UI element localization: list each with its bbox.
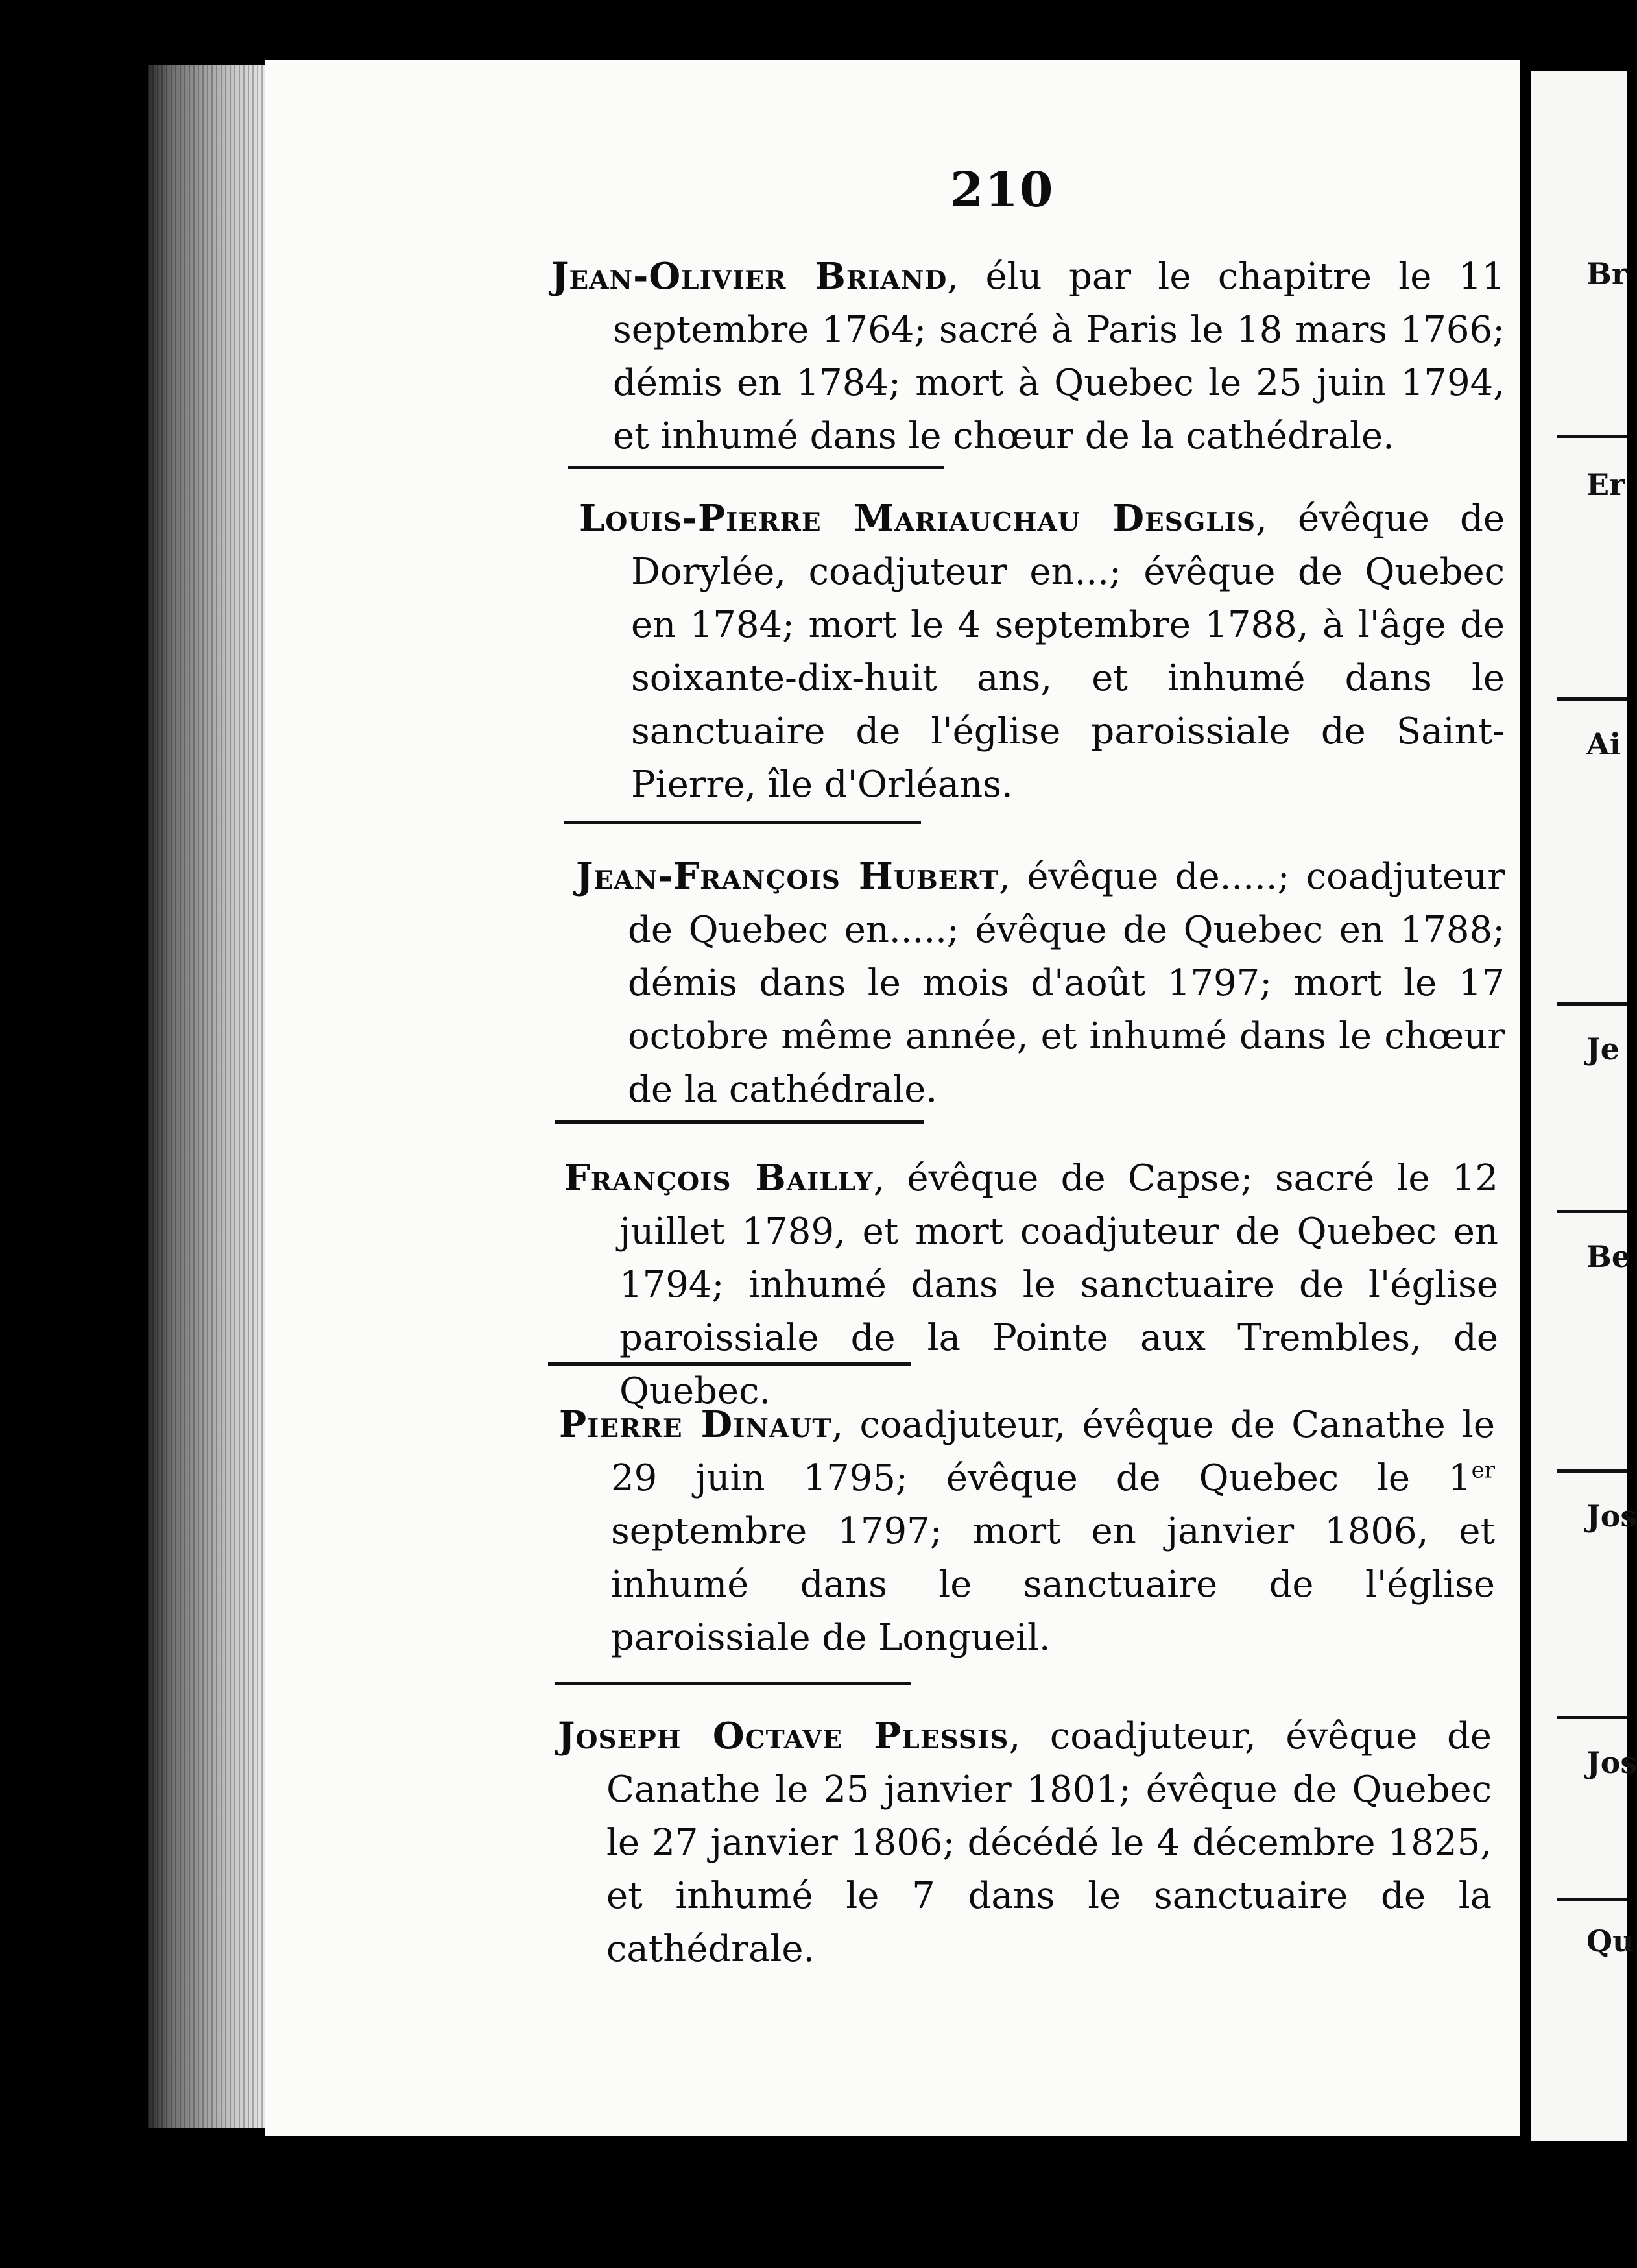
separator-rule (555, 1682, 911, 1685)
next-page-rule (1557, 1716, 1627, 1719)
next-page-rule (1557, 1469, 1627, 1473)
entry-text: , évêque de.....; coadjuteur de Quebec en.....; évêque de Quebec en 1788; démis dans le mois d'août 1797; mort le 17 octobre même année, et inhumé dans le chœur de la cathédrale. (628, 856, 1505, 1111)
separator-rule (564, 821, 921, 824)
entry-hubert (576, 850, 1505, 1116)
next-page-word: Jos (1586, 1499, 1637, 1534)
entry-name: François Bailly (564, 1157, 874, 1200)
entry-name: Jean-François Hubert (576, 855, 999, 898)
next-page-fragment (1531, 71, 1637, 2141)
entry-name: Joseph Octave Plessis (558, 1715, 1009, 1757)
separator-rule (568, 466, 944, 469)
next-page-word: Be (1586, 1239, 1631, 1274)
entry-text: , coadjuteur, évêque de Canathe le 25 janvier 1801; évêque de Quebec le 27 janvier 1806; décédé le 4 décembre 1825, et inhumé le 7 dans le sanctuaire de la cathédrale. (606, 1715, 1492, 1970)
entry-text-continued: septembre 1797; mort en janvier 1806, et inhumé dans le sanctuaire de l'église paroissiale de Longueil. (611, 1510, 1495, 1659)
next-page-rule (1557, 1210, 1627, 1213)
entry-bailly (564, 1152, 1498, 1418)
entry-name: Louis-Pierre Mariauchau Desglis (579, 497, 1256, 540)
next-page-word: Ai (1586, 727, 1621, 762)
next-page-word: Je (1586, 1031, 1620, 1067)
entry-text: , coadjuteur, évêque de Canathe le 29 juin 1795; évêque de Quebec le 1 (611, 1404, 1495, 1499)
next-page-rule (1557, 697, 1627, 701)
next-page-rule (1557, 435, 1627, 438)
entry-desglis (579, 492, 1505, 812)
separator-rule (548, 1362, 911, 1366)
next-page-word: Jos (1586, 1745, 1637, 1780)
superscript: er (1471, 1457, 1495, 1484)
entry-text: , évêque de Dorylée, coadjuteur en...; évêque de Quebec en 1784; mort le 4 septembre 1788, à l'âge de soixante-dix-huit ans, et inhumé dans le sanctuaire de l'église paroissiale de Saint-Pierre, île d'Orléans. (631, 498, 1505, 806)
entry-name: Pierre Dinaut (559, 1403, 832, 1446)
page-edges (148, 65, 265, 2128)
separator-rule (555, 1120, 924, 1124)
page-number: 210 (950, 162, 1055, 218)
next-page-word: Qu (1586, 1924, 1634, 1959)
entry-name: Jean-Olivier Briand (551, 255, 948, 298)
entry-text: , élu par le chapitre le 11 septembre 1764; sacré à Paris le 18 mars 1766; démis en 1784; mort à Quebec le 25 juin 1794, et inhumé dans le chœur de la cathédrale. (613, 256, 1505, 457)
entry-briand (551, 250, 1505, 463)
entry-dinaut (559, 1398, 1495, 1665)
next-page-rule (1557, 1002, 1627, 1006)
entry-text: , évêque de Capse; sacré le 12 juillet 1789, et mort coadjuteur de Quebec en 1794; inhumé dans le sanctuaire de l'église paroissiale de la Pointe aux Trembles, de Quebec. (619, 1157, 1498, 1412)
next-page-word: Er (1586, 467, 1625, 502)
next-page-rule (1557, 1898, 1627, 1901)
entry-plessis (558, 1709, 1492, 1976)
next-page-word: Br (1586, 256, 1628, 291)
